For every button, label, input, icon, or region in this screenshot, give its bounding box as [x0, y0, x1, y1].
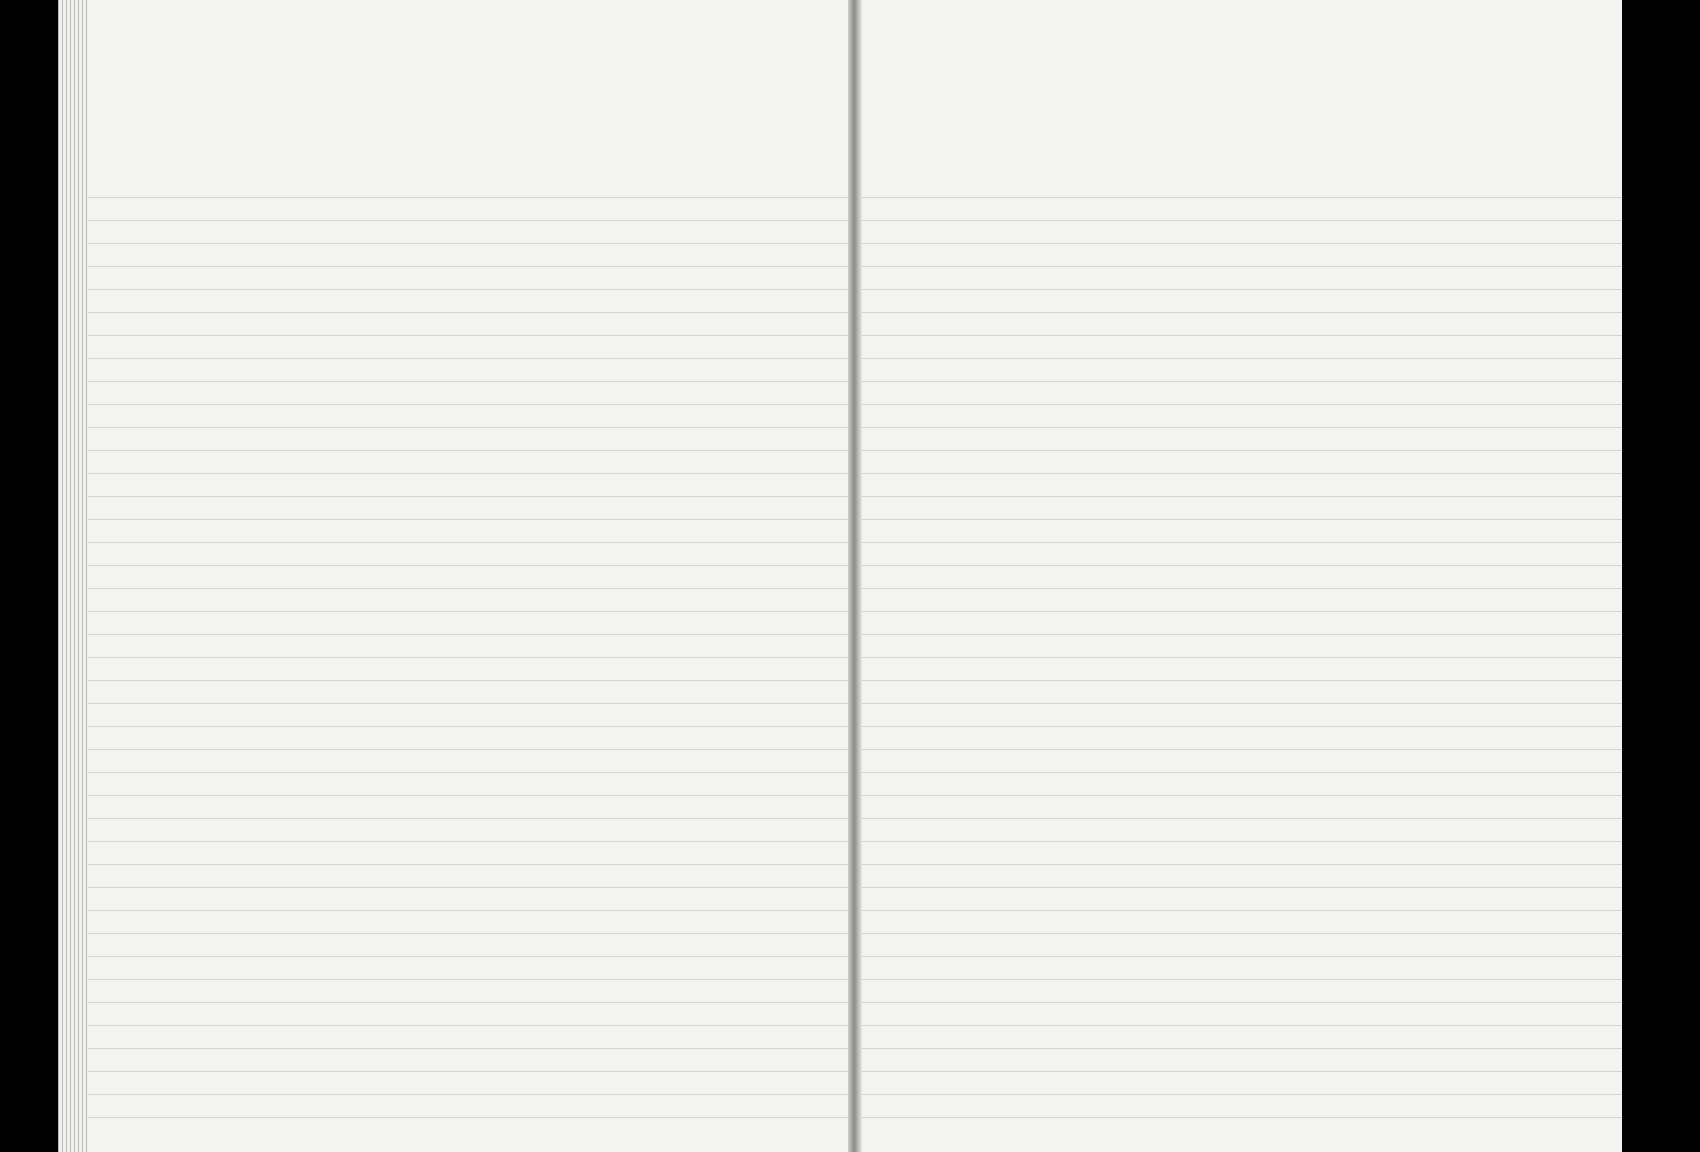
col-proof-header	[634, 74, 654, 168]
col-reading-header	[463, 72, 483, 168]
